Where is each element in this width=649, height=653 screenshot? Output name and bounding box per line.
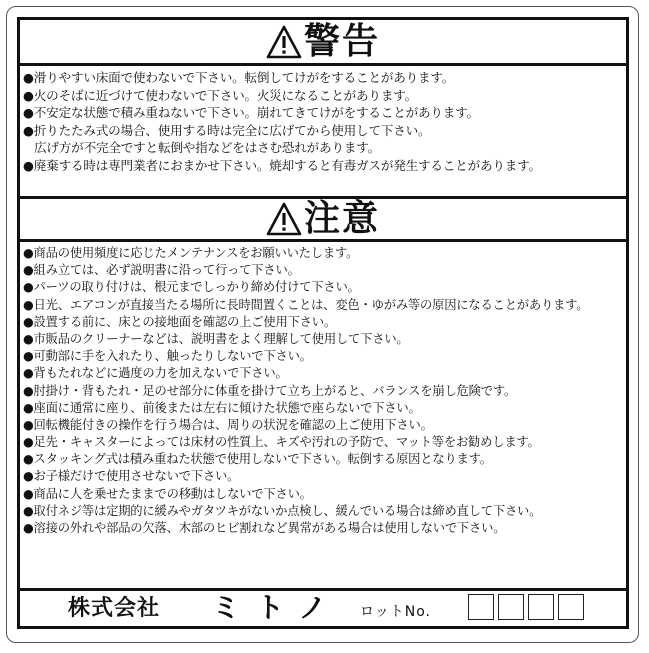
warning-list	[23, 69, 623, 175]
caution-item: ●日光、エアコンが直接当たる場所に長時間置くことは、変色・ゆがみ等の原因になることがあります。	[23, 297, 589, 312]
caution-item: ●市販品のクリーナーなどは、説明書をよく理解して使用して下さい。	[23, 331, 409, 346]
lot-number-boxes	[468, 594, 584, 620]
warning-header	[20, 20, 626, 66]
warning-title: 警告	[303, 20, 380, 62]
caution-item: ●足先・キャスターによっては床材の性質上、キズや汚れの予防で、マット等をお勧めします。	[23, 435, 540, 450]
caution-item: ●取付ネジ等は定期的に緩みやガタツキがないか点検し、緩んでいる場合は締め直して下さい。	[23, 503, 542, 518]
caution-list	[23, 245, 623, 537]
lot-number-box	[528, 594, 554, 620]
warning-item: ●火のそばに近づけて使わないで下さい。火災になることがあります。	[23, 87, 417, 103]
caution-item: ●溶接の外れや部品の欠落、木部のヒビ割れなど異常がある場合は使用しないで下さい。	[23, 521, 506, 535]
lot-number-box	[498, 594, 524, 620]
warning-item: ●折りたたみ式の場合、使用する時は完全に広げてから使用して下さい。	[23, 122, 431, 138]
company-type: 株式会社	[68, 596, 161, 621]
caution-title: 注意	[303, 198, 380, 239]
caution-item: ●組み立ては、必ず説明書に沿って行って下さい。	[23, 263, 300, 278]
caution-item: ●可動部に手を入れたり、触ったりしないで下さい。	[23, 349, 312, 364]
caution-header	[20, 196, 626, 242]
lot-number-box	[558, 594, 584, 620]
warning-item: ●滑りやすい床面で使わないで下さい。転倒してけがをすることがあります。	[23, 70, 455, 85]
footer	[20, 588, 626, 626]
warning-item: ●不安定な状態で積み重ねないで下さい。崩れてきてけがをすることがあります。	[23, 105, 479, 121]
caution-item: ●商品の使用頻度に応じたメンテナンスをお願いいたします。	[23, 246, 359, 260]
warning-item: ●廃棄する時は専門業者におまかせ下さい。焼却すると有毒ガスが発生することがあります。	[23, 157, 541, 173]
exclamation-triangle-icon	[266, 24, 302, 60]
caution-item: ●スタッキング式は積み重ねた状態で使用しないで下さい。転倒する原因となります。	[23, 452, 492, 467]
caution-item: ●背もたれなどに過度の力を加えないで下さい。	[23, 366, 288, 381]
lot-number-label: ロットNo.	[360, 604, 431, 620]
lot-number-box	[468, 594, 494, 620]
warning-item-continuation: 広げ方が不完全ですと転倒や指などをはさむ恐れがあります。	[34, 140, 381, 156]
caution-item: ●お子様だけで使用させないで下さい。	[23, 469, 240, 484]
brand-name: ミトノ	[212, 591, 343, 624]
caution-item: ●回転機能付きの操作を行う場合は、周りの状況を確認の上ご使用下さい。	[23, 417, 433, 432]
caution-item: ●設置する前に、床との接地面を確認の上ご使用下さい。	[23, 314, 336, 329]
caution-item: ●肘掛け・背もたれ・足のせ部分に体重を掛けて立ち上がると、バランスを崩し危険です。	[23, 383, 517, 398]
caution-item: ●座面に通常に座り、前後または左右に傾けた状態で座らないで下さい。	[23, 400, 421, 415]
exclamation-triangle-icon	[266, 201, 302, 237]
caution-item: ●パーツの取り付けは、根元までしっかり締め付けて下さい。	[23, 280, 360, 295]
notice-label	[17, 17, 629, 629]
caution-item: ●商品に人を乗せたままでの移動はしないで下さい。	[23, 486, 312, 501]
